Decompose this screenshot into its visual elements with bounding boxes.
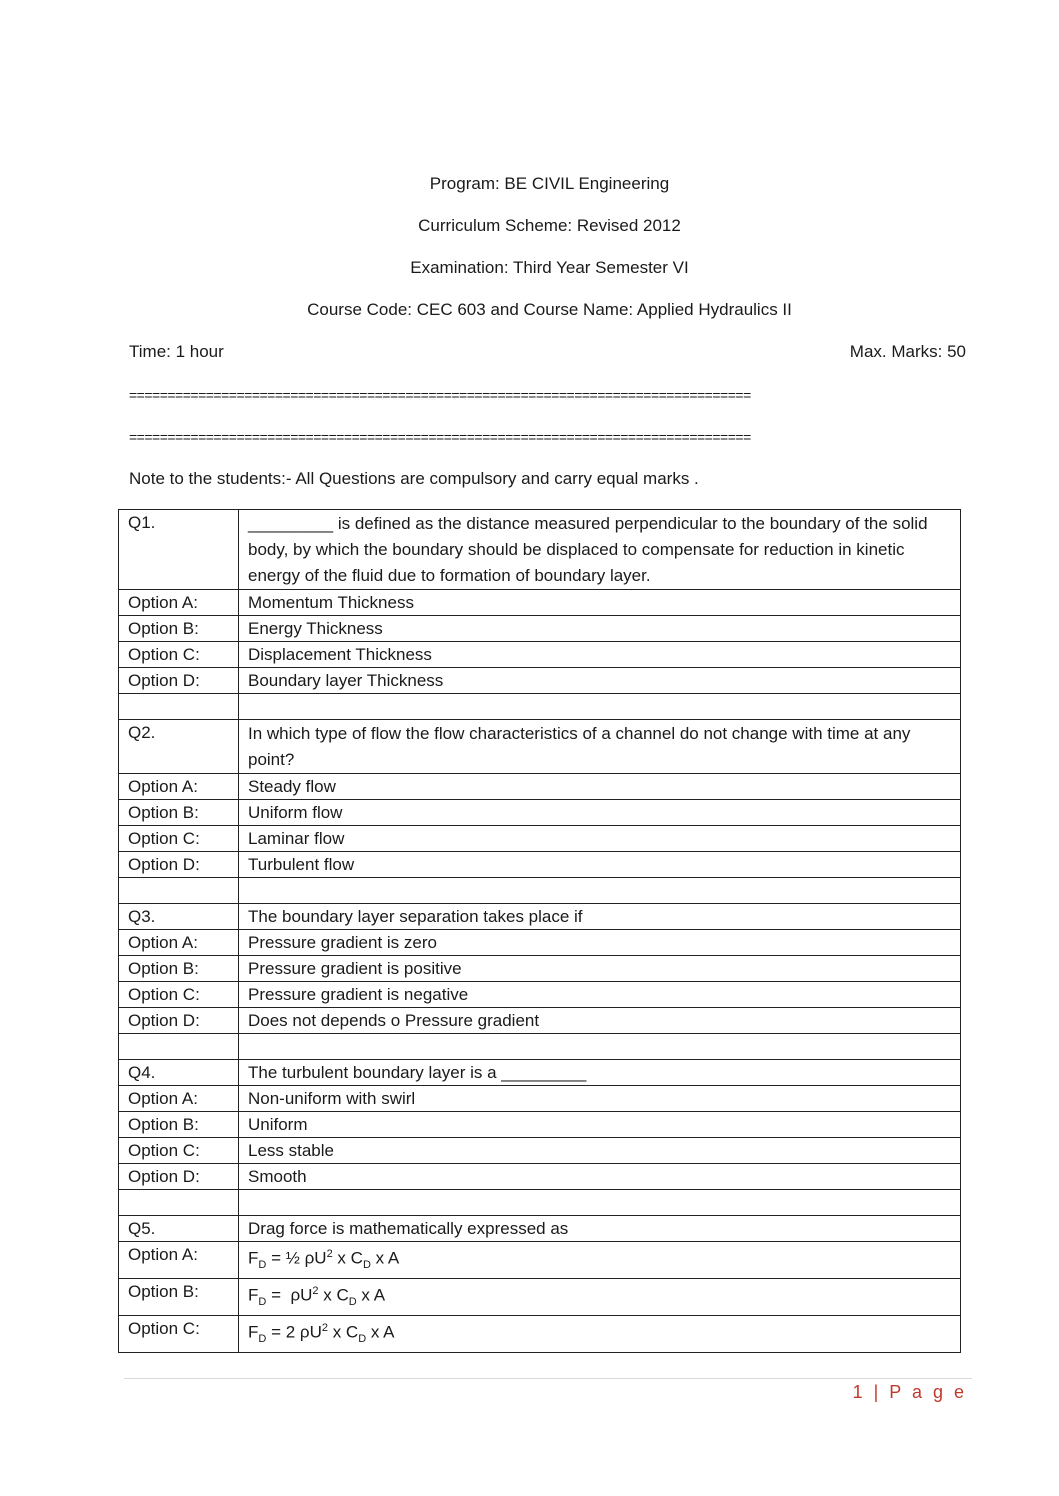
question-row — [119, 510, 961, 590]
question-number: Q2. — [119, 720, 239, 774]
option-label: Option A: — [119, 774, 239, 800]
option-row — [119, 1008, 961, 1034]
option-label: Option B: — [119, 800, 239, 826]
option-label: Option D: — [119, 1164, 239, 1190]
option-label: Option B: — [119, 1112, 239, 1138]
option-row — [119, 1242, 961, 1279]
option-text: Laminar flow — [239, 826, 961, 852]
option-row — [119, 774, 961, 800]
option-text: Energy Thickness — [239, 616, 961, 642]
spacer-row — [119, 694, 961, 720]
spacer-row — [119, 1034, 961, 1060]
footer-divider — [124, 1378, 972, 1379]
option-text: Steady flow — [239, 774, 961, 800]
option-label: Option C: — [119, 1316, 239, 1353]
question-table — [118, 509, 961, 1353]
option-row — [119, 1316, 961, 1353]
option-row — [119, 852, 961, 878]
option-row — [119, 590, 961, 616]
header-course: Course Code: CEC 603 and Course Name: Applied Hydraulics II — [307, 300, 792, 319]
option-text: Momentum Thickness — [239, 590, 961, 616]
page-number: 1 | P a g e — [852, 1382, 967, 1402]
question-text: In which type of flow the flow characteristics of a channel do not change with time at any point? — [239, 720, 961, 774]
question-text: _________ is defined as the distance measured perpendicular to the boundary of the solid body, by which the boundary should be displaced to compensate for reduction in kinetic energy of the fluid due to formation of boundary layer. — [239, 510, 961, 590]
max-marks-label: Max. Marks: 50 — [849, 342, 966, 361]
question-row — [119, 1216, 961, 1242]
spacer-row — [119, 1190, 961, 1216]
question-text: The turbulent boundary layer is a _________ — [239, 1060, 961, 1086]
spacer-row — [119, 878, 961, 904]
option-label: Option B: — [119, 1279, 239, 1316]
option-row — [119, 1164, 961, 1190]
option-label: Option A: — [119, 1086, 239, 1112]
option-row — [119, 1086, 961, 1112]
question-number: Q4. — [119, 1060, 239, 1086]
option-label: Option D: — [119, 668, 239, 694]
option-formula: $F_D = 2$ $\rho U^2$ x $C_D$ x A — [239, 1316, 961, 1353]
option-text: Does not depends o Pressure gradient — [239, 1008, 961, 1034]
option-label: Option A: — [119, 1242, 239, 1279]
option-label: Option C: — [119, 826, 239, 852]
option-label: Option A: — [119, 590, 239, 616]
option-text: Uniform — [239, 1112, 961, 1138]
option-label: Option A: — [119, 930, 239, 956]
option-text: Uniform flow — [239, 800, 961, 826]
option-label: Option C: — [119, 1138, 239, 1164]
option-row — [119, 1279, 961, 1316]
question-text: Drag force is mathematically expressed as — [239, 1216, 961, 1242]
option-row — [119, 930, 961, 956]
option-text: Turbulent flow — [239, 852, 961, 878]
time-label: Time: 1 hour — [129, 342, 224, 361]
option-row — [119, 956, 961, 982]
question-row — [119, 720, 961, 774]
header-exam: Examination: Third Year Semester VI — [410, 258, 689, 277]
option-text: Less stable — [239, 1138, 961, 1164]
question-number: Q5. — [119, 1216, 239, 1242]
separator-rule-1: ================================================================================= — [129, 387, 751, 403]
option-text: Boundary layer Thickness — [239, 668, 961, 694]
option-text: Non-uniform with swirl — [239, 1086, 961, 1112]
option-row — [119, 1112, 961, 1138]
question-text: The boundary layer separation takes place if — [239, 904, 961, 930]
option-row — [119, 642, 961, 668]
option-text: Pressure gradient is zero — [239, 930, 961, 956]
option-formula: $F_D$ = ½ $\rho U^2$ x $C_D$ x A — [239, 1242, 961, 1279]
option-label: Option C: — [119, 982, 239, 1008]
option-row — [119, 668, 961, 694]
option-label: Option D: — [119, 852, 239, 878]
option-text: Pressure gradient is negative — [239, 982, 961, 1008]
option-label: Option B: — [119, 956, 239, 982]
option-row — [119, 616, 961, 642]
option-text: Displacement Thickness — [239, 642, 961, 668]
option-row — [119, 800, 961, 826]
header-program: Program: BE CIVIL Engineering — [429, 174, 670, 193]
question-number: Q1. — [119, 510, 239, 590]
separator-rule-2: ================================================================================= — [129, 429, 751, 445]
option-label: Option D: — [119, 1008, 239, 1034]
option-row — [119, 1138, 961, 1164]
option-text: Pressure gradient is positive — [239, 956, 961, 982]
question-number: Q3. — [119, 904, 239, 930]
header-scheme: Curriculum Scheme: Revised 2012 — [418, 216, 681, 235]
option-row — [119, 826, 961, 852]
question-row — [119, 1060, 961, 1086]
option-formula: $F_D = \rho U^2$ x $C_D$ x A — [239, 1279, 961, 1316]
option-row — [119, 982, 961, 1008]
option-text: Smooth — [239, 1164, 961, 1190]
question-row — [119, 904, 961, 930]
option-label: Option B: — [119, 616, 239, 642]
option-label: Option C: — [119, 642, 239, 668]
instructions-note: Note to the students:- All Questions are compulsory and carry equal marks . — [129, 469, 699, 488]
